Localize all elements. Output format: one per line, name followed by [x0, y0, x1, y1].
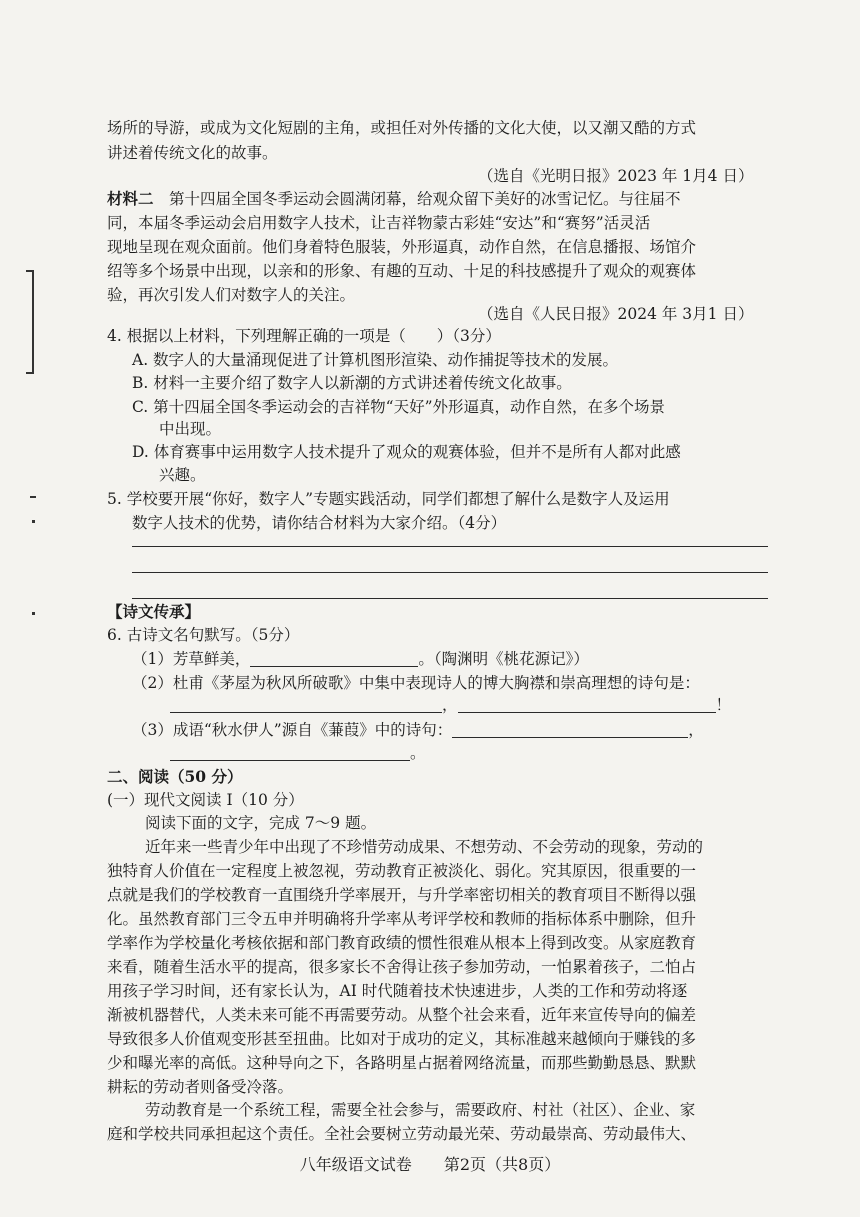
- passage-line: 导致很多人价值观变形甚至扭曲。比如对于成功的定义，其标准越来越倾向于赚钱的多: [107, 1030, 697, 1048]
- reading-heading: 二、阅读（50 分）: [107, 767, 243, 786]
- passage-line: 学率作为学校量化考核依据和部门教育政绩的惯性很难从根本上得到改变。从家庭教育: [107, 934, 697, 952]
- punctuation: 。: [410, 744, 426, 762]
- q6-item-2: （2）杜甫《茅屋为秋风所破歌》中集中表现诗人的博大胸襟和崇高理想的诗句是：: [132, 674, 700, 692]
- reading-subheading: (一）现代文阅读 Ⅰ（10 分）: [107, 791, 304, 809]
- reading-instruction: 阅读下面的文字，完成 7～9 题。: [145, 814, 377, 832]
- q4-option-b: B. 材料一主要介绍了数字人以新潮的方式讲述着传统文化故事。: [132, 374, 572, 392]
- fill-blank[interactable]: [458, 696, 716, 713]
- passage-line: 用孩子学习时间，还有家长认为，AI 时代随着技术快速进步，人类的工作和劳动将逐: [107, 982, 688, 1000]
- material2-source: （选自《人民日报》2024 年 3月1 日）: [478, 305, 754, 323]
- q6-item-2-blanks: [170, 694, 731, 716]
- material2-line: 验，再次引发人们对数字人的关注。: [107, 286, 356, 304]
- material2-line: 绍等多个场景中出现，以亲和的形象、有趣的互动、十足的科技感提升了观众的观赛体: [107, 262, 697, 280]
- footer-page-number: 第2页（共8页）: [443, 1155, 561, 1174]
- binding-mark: [32, 520, 35, 523]
- punctuation: ！: [715, 696, 732, 714]
- passage-line: 点就是我们的学校教育一直围绕升学率展开，与升学率密切相关的教育项目不断得以强: [107, 886, 697, 904]
- section-heading: 【诗文传承】: [107, 602, 201, 621]
- q5-stem: 数字人技术的优势，请你结合材料为大家介绍。（4分）: [132, 514, 507, 532]
- passage-line: 来看，随着生活水平的提高，很多家长不舍得让孩子参加劳动，一怕累着孩子，二怕占: [107, 958, 697, 976]
- passage-line: 近年来一些青少年中出现了不珍惜劳动成果、不想劳动、不会劳动的现象，劳动的: [145, 838, 704, 856]
- q4-option-c: C. 第十四届全国冬季运动会的吉祥物“天好”外形逼真，动作自然，在多个场景: [132, 398, 666, 416]
- passage-line: 化。虽然教育部门三令五申并明确将升学率从考评学校和教师的指标体系中删除，但升: [107, 910, 697, 928]
- punctuation: ，: [688, 721, 704, 739]
- q5-stem: 5. 学校要开展“你好，数字人”专题实践活动，同学们都想了解什么是数字人及运用: [107, 490, 670, 508]
- passage-line: 耕耘的劳动者则备受冷落。: [107, 1078, 294, 1096]
- answer-line: [132, 598, 768, 599]
- material2-label: 材料二: [107, 189, 154, 208]
- material2-line: [107, 188, 681, 210]
- passage-line: 少和曝光率的高低。这种导向之下，各路明星占据着网络流量，而那些勤勤恳恳、默默: [107, 1054, 697, 1072]
- passage-line: 庭和学校共同承担起这个责任。全社会要树立劳动最光荣、劳动最崇高、劳动最伟大、: [107, 1125, 697, 1143]
- footer-subject: 八年级语文试卷: [299, 1155, 412, 1174]
- q6-item-1-text: 。（陶渊明《桃花源记》）: [418, 650, 589, 668]
- binding-mark: [26, 270, 34, 272]
- material2-line: 现地呈现在观众面前。他们身着特色服装，外形逼真，动作自然，在信息播报、场馆介: [107, 238, 697, 256]
- fill-blank[interactable]: [170, 744, 410, 761]
- fill-blank[interactable]: [250, 650, 418, 667]
- answer-line: [132, 546, 768, 547]
- passage-line: 独特育人价值在一定程度上被忽视，劳动教育正被淡化、弱化。究其原因，很重要的一: [107, 862, 697, 880]
- q4-stem: 4. 根据以上材料，下列理解正确的一项是（ ）（3分）: [107, 327, 501, 345]
- material2-text: 第十四届全国冬季运动会圆满闭幕，给观众留下美好的冰雪记忆。与往届不: [169, 190, 681, 208]
- q6-item-3: [132, 719, 704, 741]
- binding-mark: [32, 612, 35, 615]
- q4-option-d: D. 体育赛事中运用数字人技术提升了观众的观赛体验，但并不是所有人都对此感: [132, 443, 681, 461]
- q6-item-1: [132, 648, 589, 670]
- material2-line: 同，本届冬季运动会启用数字人技术，让吉祥物蒙古彩娃“安达”和“赛努”活灵活: [107, 214, 651, 232]
- binding-mark: [26, 372, 34, 374]
- binding-mark: [30, 496, 36, 498]
- binding-mark: [32, 270, 34, 374]
- fill-blank[interactable]: [170, 696, 442, 713]
- passage-line: 渐被机器替代，人类未来可能不再需要劳动。从整个社会来看，近年来宣传导向的偏差: [107, 1006, 697, 1024]
- answer-line: [132, 572, 768, 573]
- passage-line: 劳动教育是一个系统工程，需要全社会参与，需要政府、村社（社区）、企业、家: [145, 1101, 696, 1119]
- material1-source: （选自《光明日报》2023 年 1月4 日）: [478, 167, 754, 185]
- page-footer: [0, 1152, 860, 1175]
- q6-item-3-text: （3）成语“秋水伊人”源自《蒹葭》中的诗句：: [132, 721, 453, 739]
- q4-option-a: A. 数字人的大量涌现促进了计算机图形渲染、动作捕捉等技术的发展。: [132, 351, 619, 369]
- q6-stem: 6. 古诗文名句默写。（5分）: [107, 626, 300, 644]
- q4-option-d: 兴趣。: [159, 466, 206, 484]
- punctuation: ，: [442, 696, 458, 714]
- q4-option-c: 中出现。: [159, 420, 222, 438]
- material1-line: 场所的导游，或成为文化短剧的主角，或担任对外传播的文化大使，以又潮又酷的方式: [107, 119, 697, 137]
- material1-line: 讲述着传统文化的故事。: [107, 144, 278, 162]
- q6-item-3-blank: [170, 742, 426, 764]
- fill-blank[interactable]: [452, 721, 688, 738]
- q6-item-1-text: （1）芳草鲜美，: [132, 650, 251, 668]
